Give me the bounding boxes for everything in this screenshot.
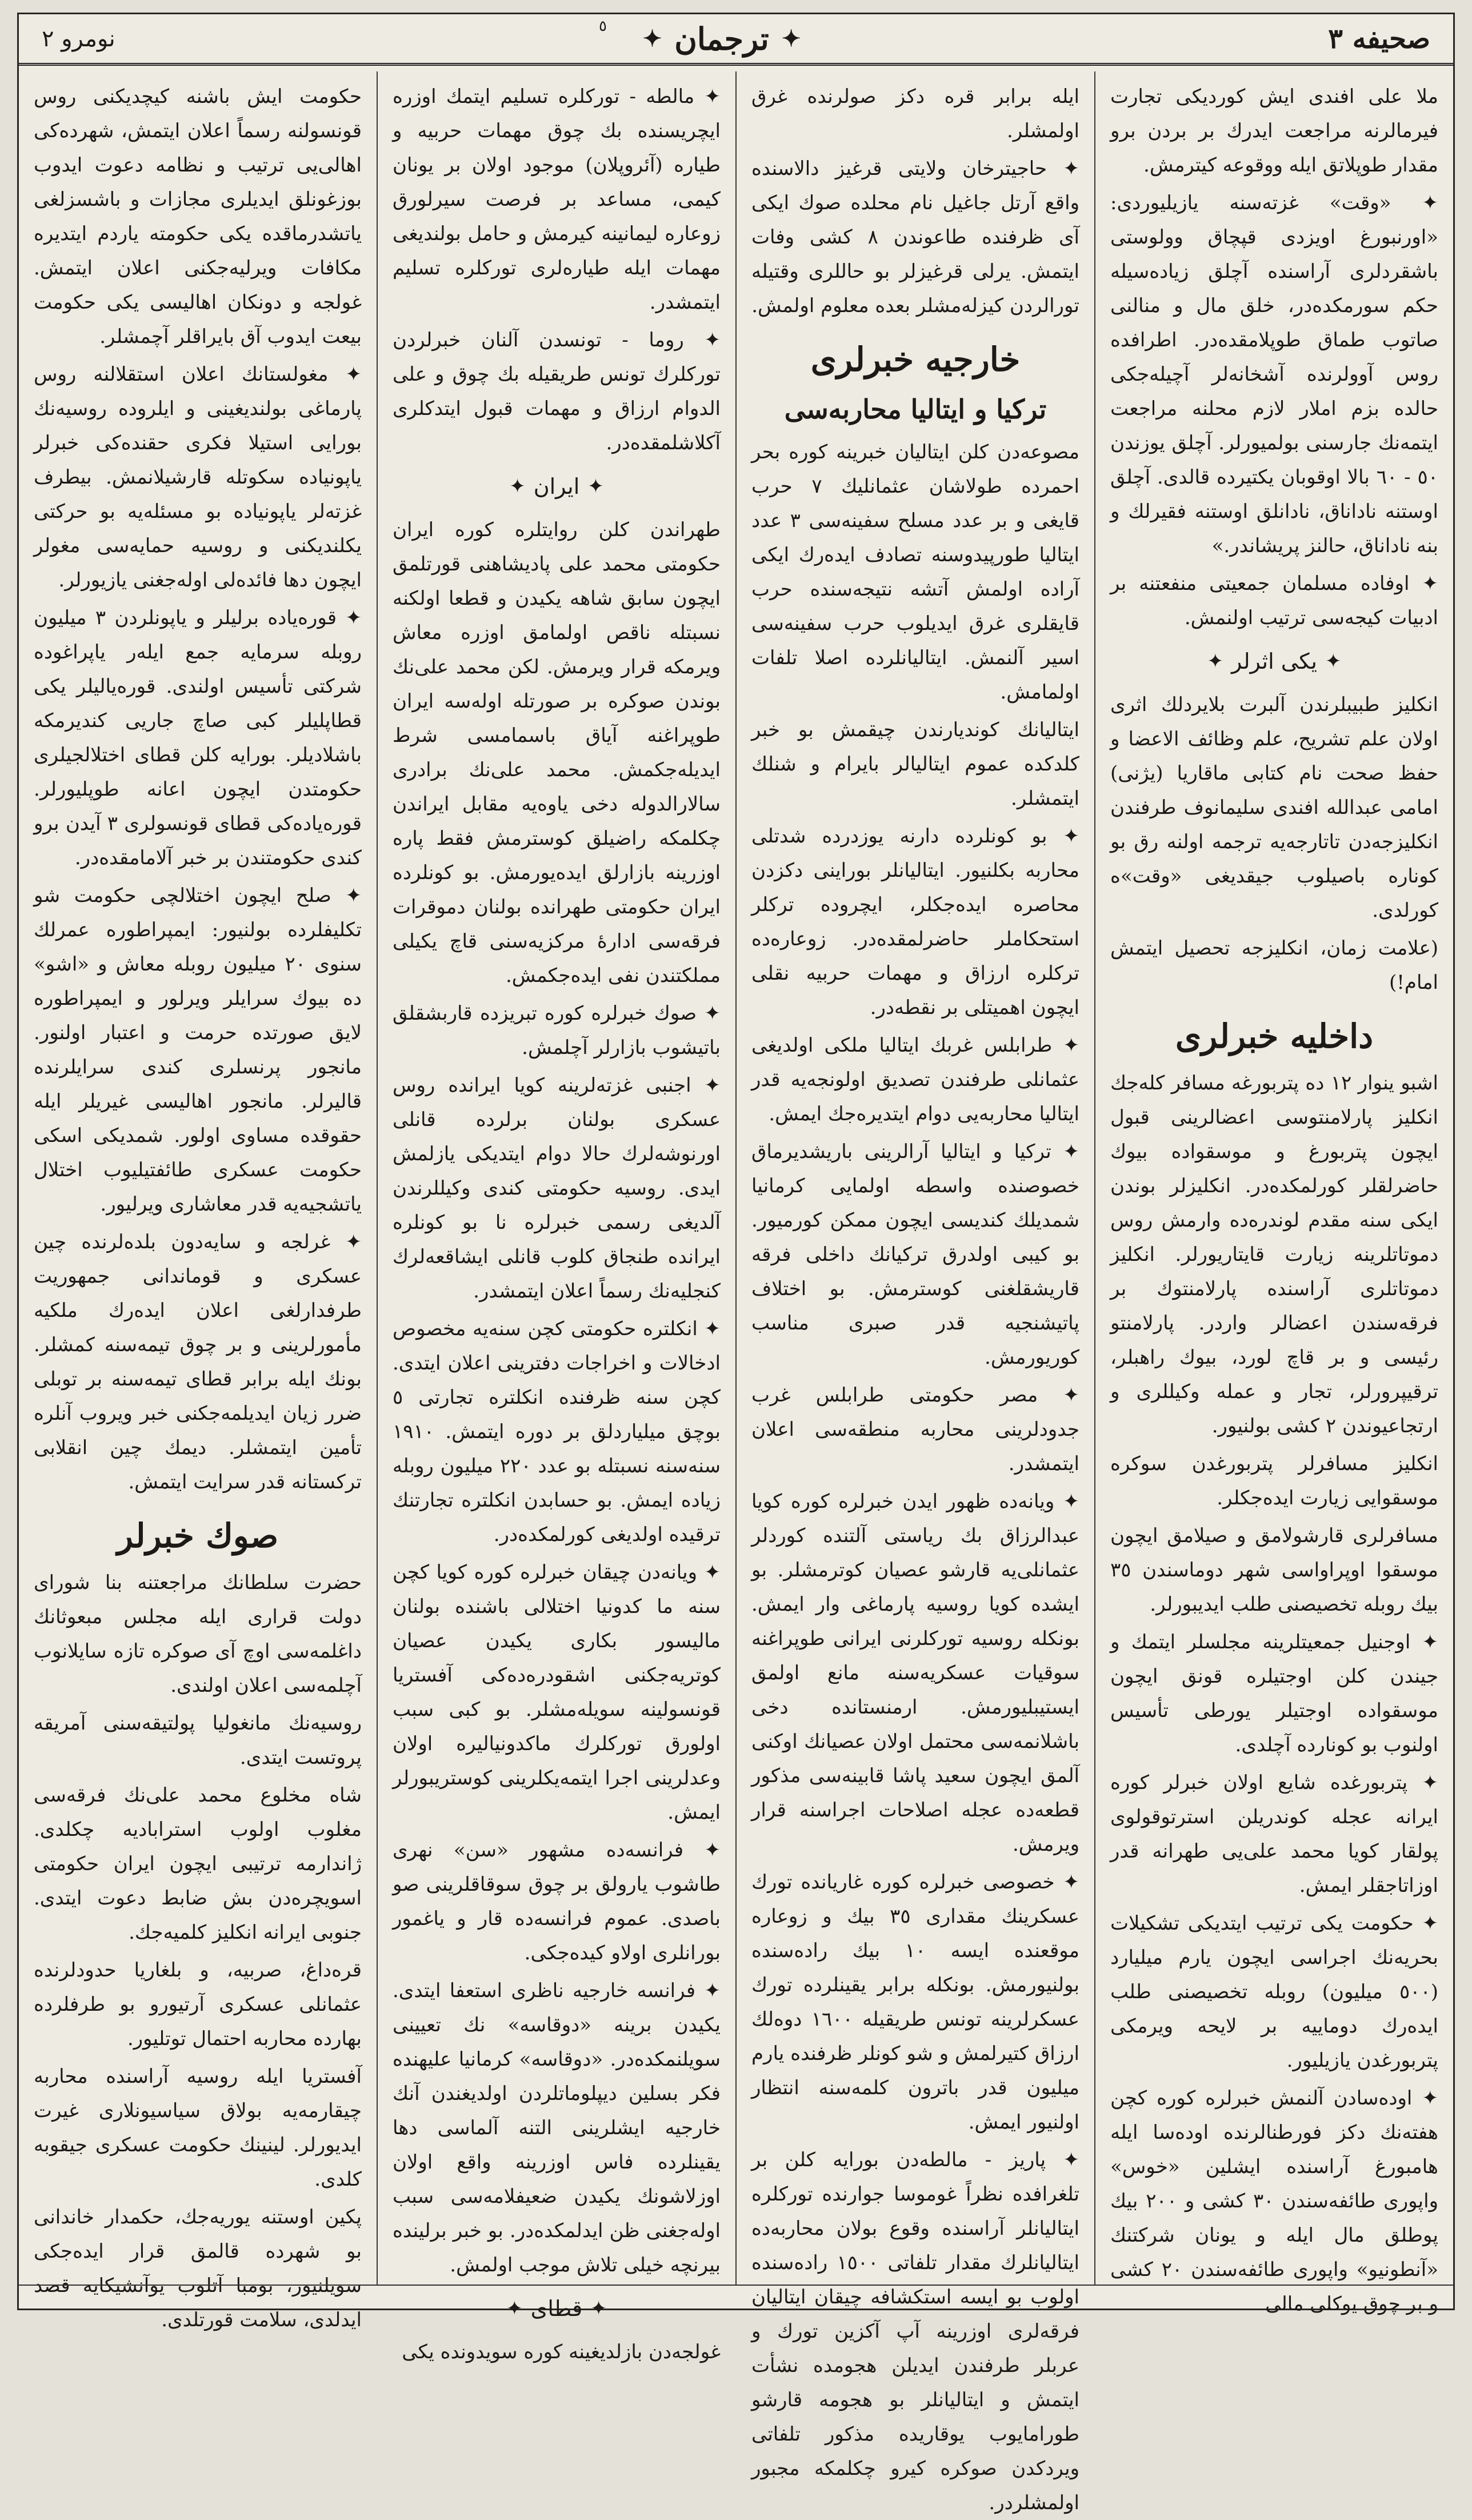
news-paragraph: ✦ اوده‌سادن آلنمش خبرلره کوره کچن هفته‌نك دکز فورطنالرنده اوده‌سا ایله هامبورغ آراسنده ایشلین «خوس» واپوری طائفه‌سندن ٣٠ کشی و ٢٠٠ بیك پوطلق مال ایله و یونان شرکتنك «آنطونیو» واپوری طائفه‌سندن ٢٠ کشی و بر چوق یوکلی مالی bbox=[1110, 2087, 1439, 2315]
news-paragraph: ✦ اوفاده مسلمان جمعیتی منفعتنه بر ادبیات کیجه‌سی ترتیب اولنمش. bbox=[1110, 572, 1438, 629]
topic-tag bbox=[393, 469, 721, 504]
diamond-icon: ✦ bbox=[1207, 650, 1224, 673]
news-paragraph: ✦ صلح ایچون اختلالچی حکومت شو تکلیفلرده بولنیور: ایمپراطوره عمرلك سنوی ٢٠ میلیون روبله معاش و «اشو» ده بیوك سرایلر ویرلور و ایمپراطوره لایق صورتده حرمت و اعتبار اولنور. مانجور پرنسلری کندی سرایلرنده قالیرلر. مانجور اهالیسی غیریلر ایله حقوقده مساوی اولور. شمدیکی اسکی حکومت عسکری طائفتیلیوب اختلال یاتشجیه‌یه قدر معاشاری ویرلیور. bbox=[34, 884, 362, 1216]
topic-tag-label: ایران bbox=[533, 474, 580, 499]
news-paragraph: ✦ قوره‌یاده برلیلر و یاپونلردن ٣ میلیون روبله سرمایه جمع ایله‌ر یاپراغوده شرکتی تأسیس اولندی. قوره‌یالیلر یکی قطاپلیلر کبی صاچ جاریی کندیرمکه باشلادیلر. بورایه کلن قطای اختلالجیلری حکومتدن ایچون اعانه طوپلیورلر. قوره‌یاده‌کی قطای قونسولری ٣ آیدن برو کندی حکومتندن بر خبر آلامامقده‌در. bbox=[34, 606, 362, 869]
news-paragraph: ✦ خصوصی خبرلره کوره غاریانده تورك عسکرینك مقداری ٣٥ بیك و زوعاره موقعنده ایسه ١٠ بیك راده‌سنده بولنیورمش. بونکله برابر یقینلرده تورك عسکرلرینه تونس طریقیله ١٦٠٠ دوه‌لك ارزاق کتیرلمش و شو کونلر ظرفنده یارم میلیون قدر باترون کلمه‌سنه انتظار اولنیور ایمش. bbox=[751, 1871, 1079, 2134]
topic-tag-label: یکی اثرلر bbox=[1231, 649, 1317, 674]
topic-tag bbox=[1110, 644, 1438, 678]
news-paragraph: ایله برابر قره دکز صولرنده غرق اولمشلر. bbox=[751, 85, 1079, 142]
diamond-icon: ✦ bbox=[1325, 650, 1342, 673]
news-paragraph: ✦ غرلجه و سایه‌دون بلده‌لرنده چین عسکری و قوماندانی جمهوریت طرفدارلغی اعلان ایده‌رك ملکیه مأمورلرینی و بر چوق تیمه‌سنه کمشلر. بونك ایله برابر قطای تیمه‌سنه بر توبلی ضرر زیان ایدیلمه‌جکنی خبر ویروب آنلره تأمین ایتمشلر. دیمك چین انقلابی ترکستانه قدر سرایت ایتمش. bbox=[34, 1231, 362, 1493]
news-paragraph: انکلیز طبیبلرندن آلبرت بلایردلك اثری اولان علم تشریح، علم وظائف الاعضا و حفظ صحت نام کتابی ماقاریا (یژنی) امامی عبدالله افندی سلیمانوف طرفندن انکلیزجه‌دن تاتارجه‌یه ترجمه اولنه رق بو کوناره باصیلوب جیقدیغی «وقت»ه کورلدی. bbox=[1110, 693, 1438, 922]
news-paragraph: اشبو ینوار ١٢ ده پتربورغه مسافر کله‌جك انکلیز پارلامنتوسی اعضالرینی قبول ایچون پتربورغ و موسقواده بیوك حاضرلقلر کورلمکده‌در. انکلیزلر بوندن ایکی سنه مقدم لوندره‌ده وارمش روس دموتاتلرینه زیارت قایتاریورلر. انکلیز دموتاتلری آراسنده پارلامنتوك بر فرقه‌سندن اعضالر واردر. پارلامنتو رئیسی و بر قاچ لورد، بیوك راهبلر، ترقیپرورلر، تجار و عمله وکیللری و ارتجاعیوندن ٢ کشی بولنیور. bbox=[1110, 1072, 1438, 1437]
column-4 bbox=[19, 71, 377, 2331]
section-heading: صوك خبرلر bbox=[117, 1516, 279, 1555]
page-number: ٥ bbox=[599, 18, 607, 35]
news-paragraph: مصوعه‌دن کلن ایتالیان خبرینه کوره بحر احمرده طولاشان عثمانلیك ٧ حرب قایغی و بر عدد مسلح سفینه‌سی ٣ عدد ایتالیا طورپیدوسنه تصادف ایده‌رك ایکی آراده اولمش آتشه نتیجه‌سنده حرب قایقلری غرق ایدیلوب حرب سفینه‌سی اسیر آلنمش. ایتالیانلرده اصلا تلفات اولمامش. bbox=[751, 441, 1079, 704]
news-paragraph: روسیه‌نك مانغولیا پولتیقه‌سنی آمریقه پروتست ایتدی. bbox=[34, 1712, 362, 1769]
news-paragraph: ملا علی افندی ایش کوردیکی تجارت فیرما‌لرنه مراجعت ایدرك بر بردن برو مقدار طوپلاتق ایله ووقوعه کیترمش. bbox=[1110, 85, 1438, 177]
diamond-icon: ✦ bbox=[590, 2297, 607, 2320]
issue-number: نومرو ٢ bbox=[42, 25, 115, 52]
news-paragraph: انکلیز مسافرلر پتربورغدن سوکره موسقوایی زیارت ایده‌جکلر. bbox=[1110, 1452, 1438, 1509]
news-paragraph: قره‌داغ، صربیه، و بلغاریا حدودلرنده عثمانلی عسکری آرتیورو بو طرفلرده بهارده محاربه احتمال توتلیور. bbox=[34, 1959, 362, 2050]
news-paragraph: شاه مخلوع محمد علی‌نك فرقه‌سی مغلوب اولوب استرابادیه چکلدی. ژاندارمه ترتیبی ایچون ایران حکومتی اسویچره‌دن بش ضابط دعوت ایتدی. جنوبی ایرانه انکلیز کلمیه‌جك. bbox=[34, 1784, 362, 1944]
news-paragraph: ✦ طرابلس غربك ایتالیا ملکی اولدیغی عثمانلی طرفندن تصدیق اولونجه‌یه قدر ایتالیا محاربه‌یی دوام ایتدیره‌جك ایمش. bbox=[751, 1034, 1079, 1125]
column-2 bbox=[735, 71, 1094, 2514]
masthead bbox=[19, 14, 1453, 66]
news-paragraph: ✦ انکلتره حکومتی کچن سنه‌یه مخصوص ادخالات و اخراجات دفترینی اعلان ایتدی. کچن سنه ظرفنده انکلتره تجارتی ٥ بوچق میلیاردلق بر دوره ایتمش. ١٩١٠ سنه‌سنه نسبتله بو عدد ٢٢٠ میلیون روبله زیاده ایمش. بو حسابدن انکلتره تجارتنك ترقیده اولدیغی کورلمکده‌در. bbox=[393, 1317, 721, 1546]
news-paragraph: غولجه‌دن بازلدیغینه کوره سویدونده یکی bbox=[402, 2341, 721, 2363]
news-paragraph: ✦ اجنبی غزته‌لرینه کویا ایرانده روس عسکری بولنان برلرده قانلی اورنوشه‌لرك حالا دوام ایتدیکی یازلمش ایدی. روسیه حکومتی کندی وکیللرندن آلدیغی رسمی خبرلره نا بو کونلره ایرانده طنجاق کلوب قانلی ایشاقعه‌لرك کنجلیه‌نك رسماً اعلان ایتمشدر. bbox=[393, 1074, 721, 1303]
news-paragraph: ✦ بو کونلرده دارنه یوزدرده شدتلی محاربه بکلنیور. ایتالیانلر بوراینی دکزدن محاصره ایده‌جکلر، ایچروده ترکلر استحکاملر حاضرلمقده‌در. زوعاره‌ده ترکلره ارزاق و مهمات حربیه نقلی ایچون اهمیتلی بر نقطه‌در. bbox=[751, 825, 1079, 1019]
news-paragraph: ✦ ترکیا و ایتالیا آرالرینی باریشدیرماق خصوصنده واسطه اولمایی کرمانیا شمدیلك کندیسی ایچون ممکن کورمیور. بو کیبی اولدرق ترکیانك داخلی فرقه قاریشقلغنی کوسترمش. بو اختلاف پاتیشنجیه قدر صبری مناسب کوریورمش. bbox=[751, 1140, 1079, 1369]
news-paragraph: ✦ «وقت» غزته‌سنه یازیلیوردی: «اورنبورغ اویزدی قپچاق وولوستی باشقردلری آراسنده آچلق زیاده‌سیله حکم سورمکده‌در، خلق مال و منالنی صاتوب طماق طوپلامقده‌در. اطرافده روس آوولرنده آشخانه‌لر آچیله‌جکی حالده بزم املار لازم محلنه مراجعت ایتمه‌نك جارسنی بولمیورلر. آچلق یوزندن ٥٠ - ٦٠ بالا اوقوبان یکتیرده قالدی. آچلق اوستنه ناداناق، نادانلق اوستنه فقیرلك و بنه ناداناق، حالنز پریشاندر.» bbox=[1110, 191, 1438, 557]
newspaper-title: ترجمان bbox=[674, 20, 769, 57]
ornament-icon: ✦ bbox=[642, 25, 662, 52]
news-paragraph: ✦ حکومت یکی ترتیب ایتدیکی تشکیلات بحریه‌نك اجراسی ایچون یارم میلیارد (٥٠٠ میلیون) روبله تخصیصنی طلب ایده‌رك دوماییه بر لایحه ویرمکی پتربورغدن یازیلیور. bbox=[1110, 1912, 1438, 2072]
column-3 bbox=[377, 71, 735, 2363]
column-1 bbox=[1094, 71, 1453, 2315]
news-paragraph: ✦ ویانه‌دن چیقان خبرلره کوره کویا کچن سنه ما کدونیا اختلالی باشنده بولنان مالیسور بکاری یکیدن عصیان کوتریه‌جکنی اشقودره‌ده‌کی آفستریا قونسولینه سویله‌مشلر. بو کبی سبب اولورق تورکلرك ماکدونیالیره اولان وعدلرینی اجرا ایتمه‌یکلرینی کوستریبورلر ایمش. bbox=[393, 1561, 721, 1824]
page-footer bbox=[19, 2285, 1453, 2309]
news-paragraph: ✦ مغولستانك اعلان استقلالنه روس پارماغی بولندیغینی و ایلروده روسیه‌نك بورایی استیلا فکری حقنده‌کی خبرلر یاپونیاده سکوتله قارشیلانمش. بیطرف غزته‌لر یاپونیاده بو مسئله‌یه بو حرکتی یکلندیکنی و روسیه حمایه‌سی مغولر ایچون دها فائده‌لی اوله‌جغنی یازیورلر. bbox=[34, 363, 362, 592]
diamond-icon: ✦ bbox=[509, 475, 526, 498]
news-paragraph: ایتالیانك کوندیارندن چیقمش بو خبر کلدکده عموم ایتالیالر بایرام و شنلك ایتمشلر. bbox=[751, 718, 1079, 810]
news-paragraph: ✦ مصر حکومتی طرابلس غرب جدودلرینی محاربه منطقه‌سی اعلان ایتمشدر. bbox=[751, 1384, 1079, 1475]
news-paragraph: ✦ فرانسه‌ده مشهور «سن» نهری طاشوب یارولق بر چوق سوقاقلرینی صو باصدی. عموم فرانسه‌ده قار و یاغمور بورانلری اولاو کیده‌جکی. bbox=[393, 1839, 721, 1964]
news-paragraph: حضرت سلطانك مراجعتنه بنا شورای دولت قراری ایله مجلس مبعوثانك داغلمه‌سی اوچ آی صوکره تازه سایلانوب آچلمه‌سی اعلان اولندی. bbox=[34, 1571, 362, 1697]
news-paragraph: طهراندن کلن روایتلره کوره ایران حکومتی محمد علی پادیشاهنی قورتلمق ایچون سابق شاهه یکیدن و قطعا اولکنه نسبتله ناقص اولمامق اوزره معاش ویرمکه قرار ویرمش. لکن محمد علی‌نك بوندن صوکره بر صورتله اوله‌سه ایران طوپراغنه آیاق باسمامسی شرط ایدیله‌جکمش. محمد علی‌نك برادری سالارالدوله دخی یاوه‌یه مقابل ایراندن چکلمکه راضیلق کوسترمش فقط پاره اوزرینه بازارلق ایده‌یورمش. بو کونلرده ایران حکومتی طهرانده بولنان دموقرات فرقه‌سی ادارۀ مرکزیه‌سنی قاچ یکیلی مملکتندن نفی ایده‌جکمش. bbox=[393, 518, 721, 987]
subsection-heading bbox=[751, 389, 1079, 429]
news-paragraph: ✦ حاجیترخان ولایتی قرغیز دالاسنده واقع آرتل جاغیل نام محلده صوك ایکی آی ظرفنده طاعوندن ٨ کشی وفات ایتمش. یرلی قرغیزلر بو حاللری وقتیله تورالردن کیزله‌مشلر بعده معلوم اولمش. bbox=[751, 157, 1079, 317]
news-paragraph: ✦ پتربورغده شایع اولان خبرلر کوره ایرانه عجله کوندریلن استرتوقولوی پولقار کویا محمد علی‌یی طهرانه قدر اوزاتاجقلر ایمش. bbox=[1110, 1771, 1438, 1897]
newspaper-title-block bbox=[643, 21, 801, 57]
news-paragraph: پکین اوستنه یوریه‌جك، حکمدار خاندانی بو شهرده قالمق قرار ایده‌جکی سویلنیور، بومبا آتلوب یوآنشیکایه قصد ایدلدی، سلامت قورتلدی. bbox=[34, 2206, 362, 2331]
news-paragraph: ✦ صوك خبرلره کوره تبریزده قاربشقلق باتیشوب بازارلر آچلمش. bbox=[393, 1002, 721, 1059]
newspaper-page bbox=[17, 13, 1455, 2514]
news-paragraph: حکومت ایش باشنه کیچدیکنی روس قونسولنه رسماً اعلان ایتمش، شهرده‌کی اهالی‌یی ترتیب و نظامه دعوت ایدوب بوزغونلق ایدیلری مجازات و باشسزلغی یاتشدرماقده یکی حکومته یاردم ایتدیره مکافات ویرلیه‌جکنی اعلان ایتمش. غولجه و دونکان اهالیسی یکی حکومت بیعت ایدوب آق بایراقلر آچمشلر. bbox=[34, 85, 362, 348]
ornament-icon: ✦ bbox=[781, 25, 801, 52]
topic-tag-label: قطای bbox=[530, 2296, 583, 2321]
news-paragraph: (علامت زمان، انکلیزجه تحصیل ایتمش امام!) bbox=[1110, 937, 1438, 994]
news-paragraph: آفستریا ایله روسیه آراسنده محاربه چیقارمه‌یه بولاق سیاسیونلاری غیرت ایدیورلر. لینینك حکومت عسکری جیقوبه کلدی. bbox=[34, 2065, 362, 2191]
news-paragraph: ✦ فرانسه خارجیه ناظری استعفا ایتدی. یکیدن برینه «دوقاسه» نك تعیینی سویلنمکده‌در. «دوقاسه» کرمانیا علیهنده فکر بسلین دیپلوماتلردن اولدیغندن آنك خارجیه ایشلرینی التنه آلماسی دها یقینلرده فاس اوزرینه واقع اولان اوزلاشونك یکیدن ضعیفلامه‌سی سبب اوله‌جغنی ظن ایدلمکده‌در. بو خبر برلینده بیرنچه خیلی تلاش موجب اولمش. bbox=[393, 1979, 721, 2277]
news-paragraph: ✦ اوجنیل جمعیتلرینه مجلسلر ایتمك و جیندن کلن اوجتیلره قونق ایچون موسقواده اوجتیلر یورطی تأسیس اولنوب بو کونارده آچلدی. bbox=[1110, 1631, 1438, 1756]
diamond-icon: ✦ bbox=[587, 475, 604, 498]
page-label: صحيفه ٣ bbox=[1328, 22, 1430, 55]
news-paragraph: ✦ ویانه‌ده ظهور ایدن خبرلره کوره کویا عبدالرزاق بك ریاستی آلتنده کوردلر عثمانلی‌یه قارشو عصیان کوترمشلر. بو ایشده کویا روسیه پارماغی وار ایمش. بونکله روسیه تورکلرنی ایرانی طوپراغنه سوقیات عسکریه‌سنه مانع اولمق ایستیبلیورمش. ارمنستانده دخی باشلانمه‌سی محتمل اولان عصیانك اوکنی آلمق ایچون سعید پاشا قابینه‌سی مذکور قطعه‌ده عجله اصلاحات اجراسنه قرار ویرمش. bbox=[751, 1490, 1079, 1856]
diamond-icon: ✦ bbox=[506, 2297, 523, 2320]
news-paragraph: ✦ پاریز - مالطه‌دن بورایه کلن بر تلغرافده نظراً غوموسا جوارنده تورکلره ایتالیانلر آراسنده وقوع بولان محاربه‌ده ایتالیانلرك مقدار تلفاتی ١٥٠٠ راده‌سنده اولوب بو ایسه استکشافه چیقان ایتالیان فرقه‌لری اوزرینه آپ آکزین تورك و عربلر طرفندن ایدیلن هجومده نشأت ایتمش و ایتالیانلر بو هجومه قارشو طورامایوب یوقاریده مذکور تلفاتی ویردکدن صوکره کیرو چکلمکه مجبور اولمشلردر. bbox=[751, 2148, 1079, 2514]
news-paragraph: مسافرلری قارشولامق و صیلامق ایچون موسقوا اوپراواسی شهر دوماسندن ٣٥ بیك روبله تخصیصنی طلب ایدیبورلر. bbox=[1110, 1524, 1438, 1616]
section-heading: داخلیه خبرلری bbox=[1175, 1017, 1374, 1056]
news-paragraph: ✦ روما - تونسدن آلنان خبرلردن تورکلرك تونس طریقیله بك چوق و علی الدوام ارزاق و مهمات قبول ایتدکلری آکلاشلمقده‌در. bbox=[393, 329, 721, 454]
columns bbox=[19, 71, 1453, 2514]
subsection-heading-text: ترکیا و ایتالیا محاربه‌سی bbox=[784, 394, 1047, 425]
news-paragraph: ✦ مالطه - تورکلره تسلیم ایتمك اوزره ایچریسنده بك چوق مهمات حربیه و طیاره (آئروپلان) موجود اولان بر یونان کیمی، مساعد بر فرصت سیرلورق زوعاره لیمانینه کیرمش و حامل بولندیغی مهمات ایله طیاره‌لری تورکلره تسلیم ایتمشدر. bbox=[393, 85, 721, 314]
section-heading: خارجیه خبرلری bbox=[810, 340, 1021, 379]
